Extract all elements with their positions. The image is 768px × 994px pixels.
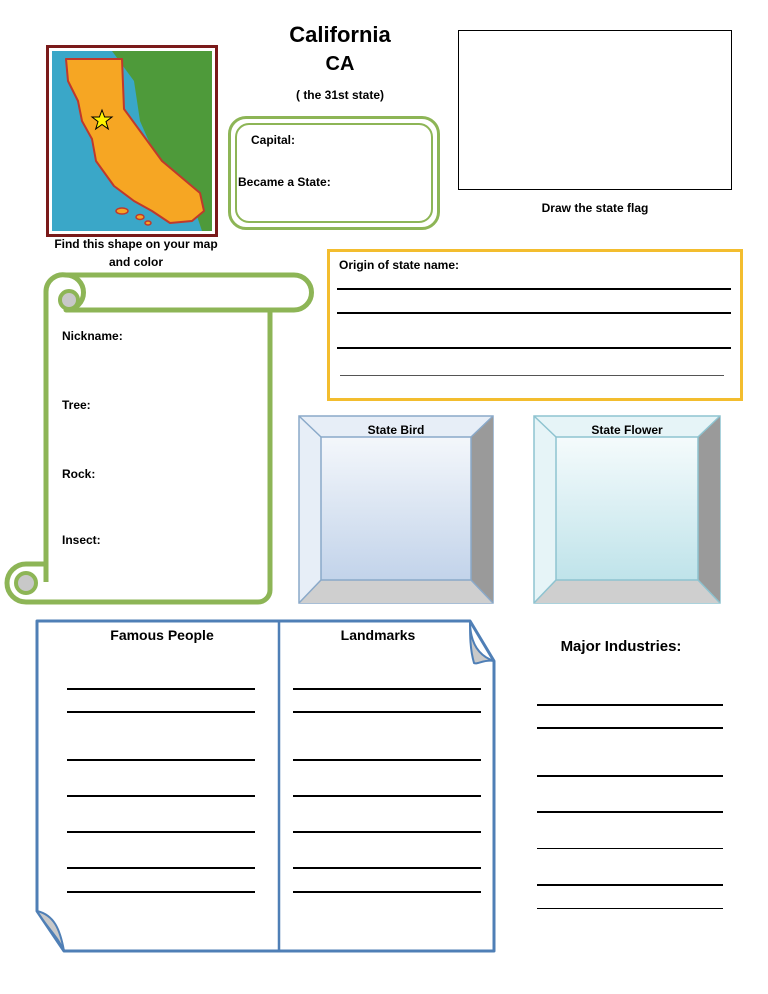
- landmarks-line-3[interactable]: [293, 759, 481, 761]
- industries-line-2[interactable]: [537, 727, 723, 729]
- famous-people-line-4[interactable]: [67, 795, 255, 797]
- famous-people-line-1[interactable]: [67, 688, 255, 690]
- state-order-note: ( the 31st state): [295, 88, 385, 102]
- famous-people-line-6[interactable]: [67, 867, 255, 869]
- industries-line-1[interactable]: [537, 704, 723, 706]
- origin-line-4[interactable]: [340, 375, 724, 376]
- book-frame: [34, 619, 500, 959]
- famous-people-line-5[interactable]: [67, 831, 255, 833]
- landmarks-line-4[interactable]: [293, 795, 481, 797]
- star-icon: [91, 109, 113, 131]
- landmarks-line-2[interactable]: [293, 711, 481, 713]
- industries-line-4[interactable]: [537, 811, 723, 813]
- famous-people-line-3[interactable]: [67, 759, 255, 761]
- major-industries-label: Major Industries:: [560, 638, 682, 655]
- rock-label: Rock:: [62, 467, 96, 481]
- landmarks-line-1[interactable]: [293, 688, 481, 690]
- insect-label: Insect:: [62, 533, 101, 547]
- state-bird-label: State Bird: [367, 423, 425, 437]
- landmarks-line-6[interactable]: [293, 867, 481, 869]
- state-flower-label: State Flower: [591, 423, 663, 437]
- landmarks-line-7[interactable]: [293, 891, 481, 893]
- state-flower-frame[interactable]: [533, 415, 721, 605]
- flag-caption: Draw the state flag: [541, 201, 649, 215]
- statehood-label: Became a State:: [238, 175, 331, 189]
- industries-line-7[interactable]: [537, 908, 723, 909]
- nickname-label: Nickname:: [62, 329, 123, 343]
- landmarks-line-5[interactable]: [293, 831, 481, 833]
- map-card: [46, 45, 218, 237]
- origin-label: Origin of state name:: [339, 258, 460, 272]
- state-abbreviation: CA: [325, 53, 355, 75]
- industries-line-5[interactable]: [537, 848, 723, 849]
- flag-drawing-box[interactable]: [458, 30, 732, 190]
- famous-people-title: Famous People: [110, 627, 214, 643]
- famous-people-line-7[interactable]: [67, 891, 255, 893]
- map-caption: Find this shape on your map and color: [54, 237, 218, 269]
- origin-line-2[interactable]: [337, 312, 731, 314]
- origin-line-3[interactable]: [337, 347, 731, 349]
- industries-line-6[interactable]: [537, 884, 723, 886]
- state-title: California: [289, 22, 391, 47]
- capital-label: Capital:: [251, 133, 296, 147]
- scroll-frame: [4, 270, 314, 610]
- origin-line-1[interactable]: [337, 288, 731, 290]
- state-bird-frame[interactable]: [298, 415, 494, 605]
- tree-label: Tree:: [62, 398, 91, 412]
- landmarks-title: Landmarks: [340, 627, 416, 643]
- famous-people-line-2[interactable]: [67, 711, 255, 713]
- california-map-icon: [52, 51, 212, 231]
- industries-line-3[interactable]: [537, 775, 723, 777]
